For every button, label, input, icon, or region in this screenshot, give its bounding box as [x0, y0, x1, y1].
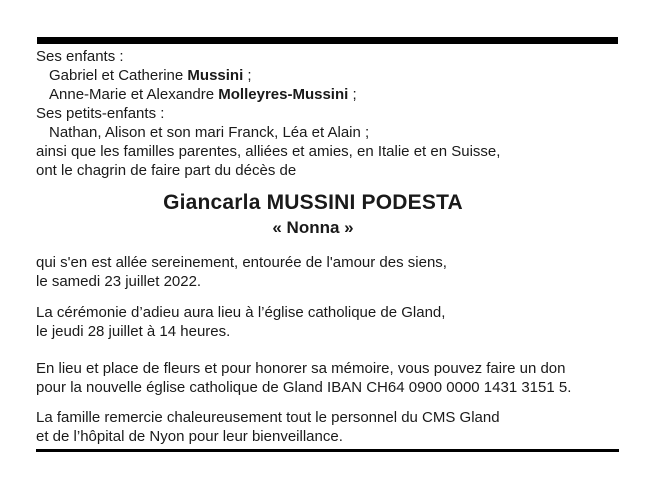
- text-line: En lieu et place de fleurs et pour honorer sa mémoire, vous pouvez faire un don: [36, 360, 566, 377]
- text-line: qui s'en est allée sereinement, entourée de l'amour des siens,: [36, 254, 447, 271]
- grandchildren-label: Ses petits-enfants :: [36, 105, 165, 122]
- text-line: La cérémonie d’adieu aura lieu à l’église catholique de Gland,: [36, 304, 446, 321]
- text-segment: Anne-Marie et Alexandre: [49, 86, 219, 103]
- children-label: Ses enfants :: [36, 48, 124, 65]
- grandchildren-line: Nathan, Alison et son mari Franck, Léa et Alain ;: [49, 124, 370, 141]
- text-segment: Gabriel et Catherine: [49, 67, 188, 84]
- text-line: et de l’hôpital de Nyon pour leur bienveillance.: [36, 428, 343, 445]
- deceased-nickname: « Nonna »: [272, 218, 354, 237]
- ceremony-paragraph: [36, 303, 621, 341]
- donation-paragraph: [36, 359, 621, 397]
- thanks-paragraph: [36, 408, 621, 446]
- families-line: ainsi que les familles parentes, alliées et amies, en Italie et en Suisse,: [36, 143, 501, 160]
- child-line: [36, 85, 621, 104]
- family-name-bold: Molleyres-Mussini: [218, 86, 349, 103]
- family-name-bold: Mussini: [187, 67, 244, 84]
- deceased-title-block: [0, 190, 626, 239]
- deceased-name: Giancarla MUSSINI PODESTA: [163, 191, 463, 214]
- top-rule: [37, 37, 618, 44]
- family-announcement-block: [36, 47, 621, 180]
- text-line: pour la nouvelle église catholique de Gland IBAN CH64 0900 0000 1431 3151 5.: [36, 379, 572, 396]
- text-line: La famille remercie chaleureusement tout le personnel du CMS Gland: [36, 409, 500, 426]
- announcement-line: ont le chagrin de faire part du décès de: [36, 162, 297, 179]
- death-date-paragraph: [36, 253, 621, 291]
- text-segment: ;: [243, 67, 252, 84]
- child-line: [36, 66, 621, 85]
- text-segment: ;: [348, 86, 357, 103]
- text-line: le jeudi 28 juillet à 14 heures.: [36, 323, 231, 340]
- bottom-rule: [36, 449, 619, 452]
- text-line: le samedi 23 juillet 2022.: [36, 273, 202, 290]
